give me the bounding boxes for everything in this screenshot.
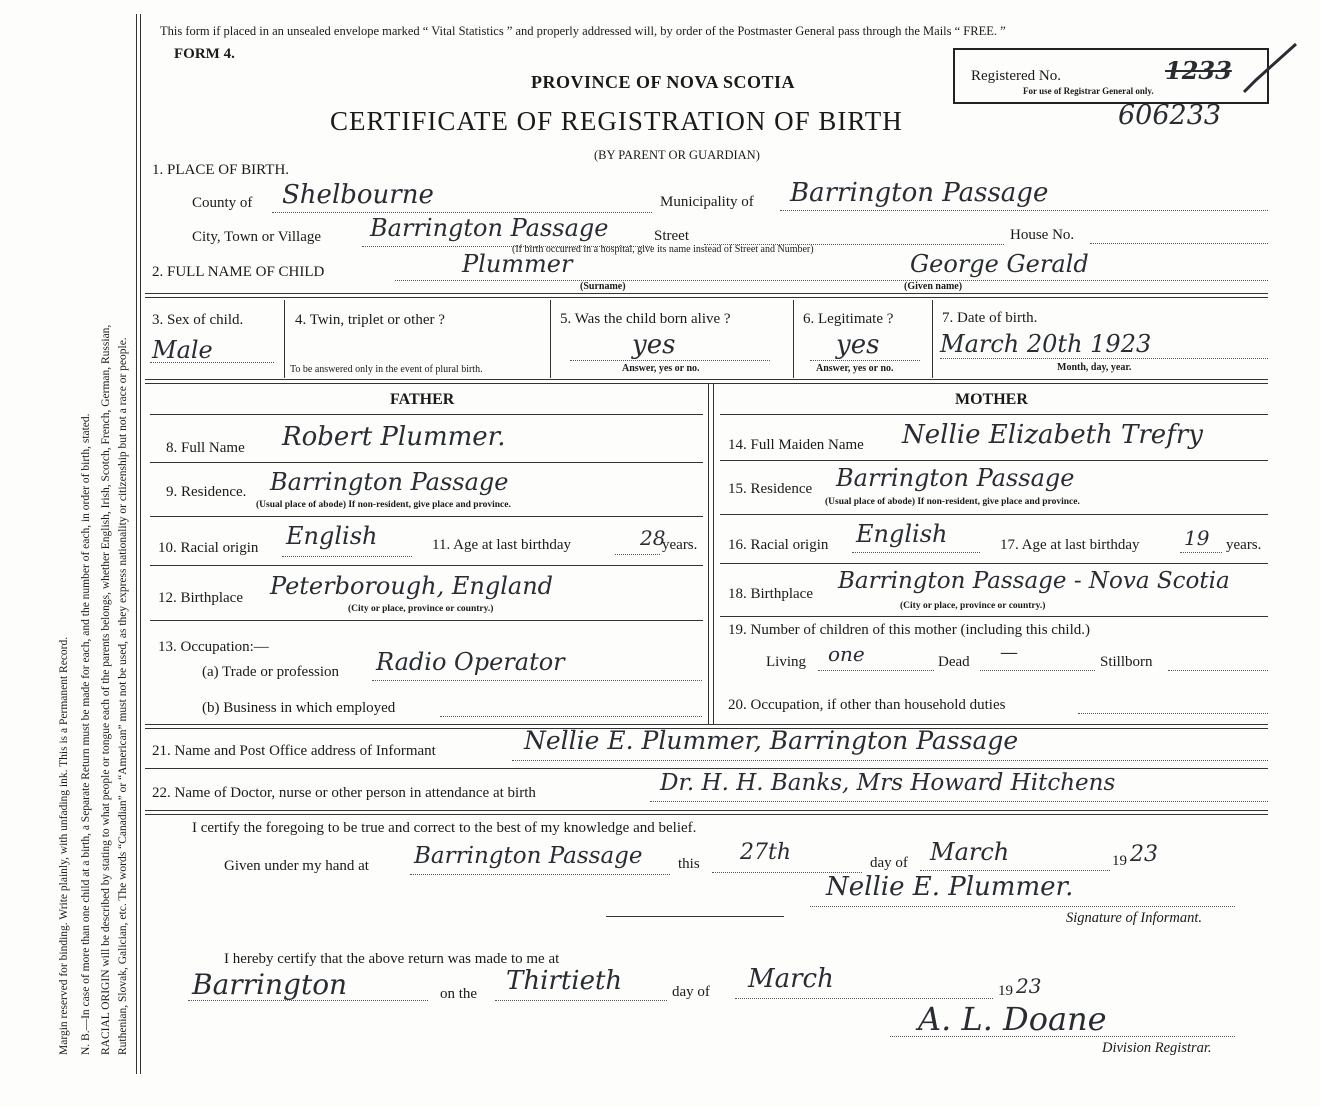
on-the-label: on the (440, 986, 478, 1002)
mother-name-value: Nellie Elizabeth Trefry (902, 420, 1203, 450)
mother-age-label: 17. Age at last birthday (1000, 537, 1140, 553)
living-line (818, 670, 934, 671)
twin-note: To be answered only in the event of plural birth. (290, 364, 483, 375)
margin-line-4: Ruthenian, Slovak, Galician, etc. The words “Canadian” or “American” must not be used, as they express nationality or citizenship but not a race or people. (117, 337, 129, 1055)
father-race-label: 10. Racial origin (158, 540, 259, 556)
stillborn-label: Stillborn (1100, 654, 1153, 670)
informant-value: Nellie E. Plummer, Barrington Passage (524, 726, 1019, 755)
mother-race-label: 16. Racial origin (728, 537, 829, 553)
center-divider-1 (708, 384, 709, 724)
father-occupation-label: 13. Occupation:— (158, 639, 269, 655)
registrar-day-line (495, 1000, 667, 1001)
registered-label: Registered No. (971, 68, 1061, 84)
father-heading: FATHER (390, 391, 455, 408)
county-line (272, 212, 652, 213)
father-age-value: 28 (640, 526, 666, 550)
father-years-label: years. (662, 537, 698, 553)
province-heading: PROVINCE OF NOVA SCOTIA (531, 72, 796, 92)
city-label: City, Town or Village (192, 229, 322, 245)
father-race-line (282, 556, 412, 557)
father-residence-label: 9. Residence. (166, 484, 247, 500)
registrar-day-of-label: day of (672, 984, 710, 1000)
mother-age-line (1180, 552, 1222, 553)
living-label: Living (766, 654, 806, 670)
margin-line-2: N. B.—In case of more than one child at a birth, a Separate Return must be made for each, and the number of each, in order of birth, stated. (80, 413, 92, 1055)
doctor-value: Dr. H. H. Banks, Mrs Howard Hitchens (660, 770, 1116, 796)
house-number-line (1090, 243, 1268, 244)
mother-heading: MOTHER (955, 391, 1028, 408)
registered-box (953, 48, 1269, 104)
mother-age-value: 19 (1184, 526, 1210, 550)
divider-2 (145, 379, 1268, 384)
dob-line (940, 358, 1268, 359)
father-age-label: 11. Age at last birthday (432, 537, 571, 553)
father-trade-line (372, 680, 702, 681)
registrar-month-value: March (748, 964, 834, 994)
mother-occupation-label: 20. Occupation, if other than household duties (728, 697, 1006, 713)
child-surname: Plummer (462, 250, 573, 278)
registrar-caption: Division Registrar. (1102, 1040, 1212, 1056)
registrar-year-prefix: 19 (998, 983, 1013, 999)
place-of-birth-heading: 1. PLACE OF BIRTH. (152, 162, 290, 178)
father-rule-1 (150, 462, 703, 463)
col-divider-b (550, 300, 551, 378)
dead-value: — (1000, 642, 1018, 663)
father-residence-value: Barrington Passage (270, 468, 509, 496)
born-alive-value: yes (632, 330, 676, 360)
legitimate-label: 6. Legitimate ? (803, 311, 894, 327)
registrar-use-note: For use of Registrar General only. (1023, 86, 1154, 96)
registrar-statement: I hereby certify that the above return was made to me at (224, 951, 560, 967)
center-divider-2 (713, 384, 714, 724)
father-birthplace-note: (City or place, province or country.) (348, 604, 494, 614)
municipality-label: Municipality of (660, 194, 754, 210)
mother-birthplace-value: Barrington Passage - Nova Scotia (838, 568, 1230, 594)
margin-line-1: Margin reserved for binding. Write plainly, with unfading ink. This is a Permanent Record. (58, 636, 70, 1055)
street-label: Street (654, 228, 689, 244)
mother-race-value: English (856, 520, 948, 548)
mother-rule-1 (720, 460, 1268, 461)
informant-label: 21. Name and Post Office address of Informant (152, 743, 436, 759)
county-label: County of (192, 195, 253, 211)
father-heading-rule (150, 414, 703, 415)
city-value: Barrington Passage (370, 214, 609, 242)
dob-note: Month, day, year. (1057, 362, 1132, 373)
divider-1 (145, 293, 1268, 298)
signature-short-rule (606, 916, 784, 917)
informant-signature-line (810, 906, 1235, 907)
given-day-value: 27th (740, 840, 792, 865)
given-place-line (410, 874, 670, 875)
doctor-line (650, 801, 1268, 802)
father-age-line (615, 554, 660, 555)
divider-5 (145, 810, 1268, 815)
child-name-line (395, 280, 1268, 281)
margin-line-3: RACIAL ORIGIN will be described by stating to what people or tongue each of the parents belongs, whether English, Irish, Scotch, French, German, Russian, (100, 324, 112, 1055)
house-number-label: House No. (1010, 227, 1075, 243)
twin-label: 4. Twin, triplet or other ? (295, 312, 445, 328)
doctor-label: 22. Name of Doctor, nurse or other person in attendance at birth (152, 785, 536, 801)
father-trade-value: Radio Operator (376, 648, 565, 676)
sex-line (150, 362, 274, 363)
given-name-caption: (Given name) (904, 281, 963, 292)
sex-label: 3. Sex of child. (152, 312, 244, 328)
given-place-value: Barrington Passage (414, 843, 643, 869)
given-month-value: March (930, 838, 1010, 866)
mother-name-label: 14. Full Maiden Name (728, 437, 864, 453)
mother-race-line (852, 552, 980, 553)
mother-residence-value: Barrington Passage (836, 464, 1075, 492)
dob-value: March 20th 1923 (940, 330, 1152, 358)
registrar-signature: A. L. Doane (918, 1000, 1107, 1038)
certificate-title: CERTIFICATE OF REGISTRATION OF BIRTH (330, 106, 903, 136)
given-month-line (920, 870, 1110, 871)
informant-signature: Nellie E. Plummer. (826, 872, 1074, 902)
mother-rule-4 (720, 616, 1268, 617)
municipality-value: Barrington Passage (790, 178, 1049, 208)
given-year-prefix: 19 (1112, 853, 1127, 869)
father-rule-3 (150, 565, 703, 566)
born-alive-label: 5. Was the child born alive ? (560, 311, 731, 327)
father-birthplace-label: 12. Birthplace (158, 590, 243, 606)
informant-line (512, 760, 1268, 761)
registered-number: 1233 (1165, 56, 1232, 85)
dob-label: 7. Date of birth. (942, 310, 1038, 326)
county-value: Shelbourne (282, 180, 434, 210)
registration-number-handwritten: 606233 (1118, 100, 1222, 131)
registrar-day-value: Thirtieth (506, 966, 623, 996)
mother-rule-2 (720, 514, 1268, 515)
father-birthplace-value: Peterborough, England (270, 572, 554, 600)
father-business-line (440, 716, 702, 717)
mother-residence-note: (Usual place of abode) If non-resident, give place and province. (825, 497, 1080, 507)
col-divider-c (793, 300, 794, 378)
stillborn-line (1168, 670, 1268, 671)
col-divider-d (932, 300, 933, 378)
child-given-name: George Gerald (910, 250, 1089, 278)
father-business-label: (b) Business in which employed (202, 700, 396, 716)
check-mark-icon (1240, 40, 1300, 100)
informant-signature-caption: Signature of Informant. (1066, 910, 1203, 926)
dead-line (980, 670, 1095, 671)
father-rule-4 (150, 620, 703, 621)
registrar-month-line (735, 998, 993, 999)
certify-statement: I certify the foregoing to be true and correct to the best of my knowledge and belief. (192, 820, 697, 836)
born-alive-note: Answer, yes or no. (622, 363, 700, 374)
certificate-subtitle: (BY PARENT OR GUARDIAN) (594, 148, 760, 162)
margin-rule (136, 14, 137, 1074)
this-label: this (678, 856, 700, 872)
form-number: FORM 4. (174, 46, 235, 62)
father-trade-label: (a) Trade or profession (202, 664, 340, 680)
living-value: one (828, 642, 865, 666)
mother-children-label: 19. Number of children of this mother (including this child.) (728, 622, 1091, 638)
legitimate-line (810, 360, 920, 361)
born-alive-line (570, 360, 770, 361)
municipality-line (780, 210, 1268, 211)
margin-rule-2 (140, 14, 141, 1074)
surname-caption: (Surname) (580, 281, 626, 292)
sex-value: Male (152, 336, 213, 364)
given-under-label: Given under my hand at (224, 858, 369, 874)
legitimate-value: yes (836, 330, 880, 360)
mother-years-label: years. (1226, 537, 1262, 553)
col-divider-a (284, 300, 285, 378)
mother-occupation-line (1078, 713, 1268, 714)
father-name-value: Robert Plummer. (282, 422, 506, 452)
mother-residence-label: 15. Residence (728, 481, 813, 497)
legitimate-note: Answer, yes or no. (816, 363, 894, 374)
given-year-value: 23 (1130, 842, 1158, 867)
mail-notice: This form if placed in an unsealed envelope marked “ Vital Statistics ” and properly addressed will, by order of the Postmaster General pass through the Mails “ FREE. ” (160, 24, 1006, 38)
registrar-year-value: 23 (1016, 974, 1042, 998)
dead-label: Dead (938, 654, 970, 670)
father-rule-2 (150, 516, 703, 517)
father-name-label: 8. Full Name (166, 440, 245, 456)
father-residence-note: (Usual place of abode) If non-resident, give place and province. (256, 500, 511, 510)
child-name-label: 2. FULL NAME OF CHILD (152, 264, 325, 280)
registrar-place-line (188, 1000, 428, 1001)
mother-birthplace-note: (City or place, province or country.) (900, 601, 1046, 611)
day-of-label: day of (870, 855, 908, 871)
father-race-value: English (286, 522, 378, 550)
mother-birthplace-label: 18. Birthplace (728, 586, 813, 602)
registrar-signature-line (890, 1036, 1235, 1037)
registrar-place-value: Barrington (192, 968, 348, 1001)
mother-rule-3 (720, 563, 1268, 564)
divider-4 (145, 768, 1268, 769)
mother-heading-rule (720, 414, 1268, 415)
hospital-note: (If birth occurred in a hospital, give its name instead of Street and Number) (512, 244, 814, 255)
